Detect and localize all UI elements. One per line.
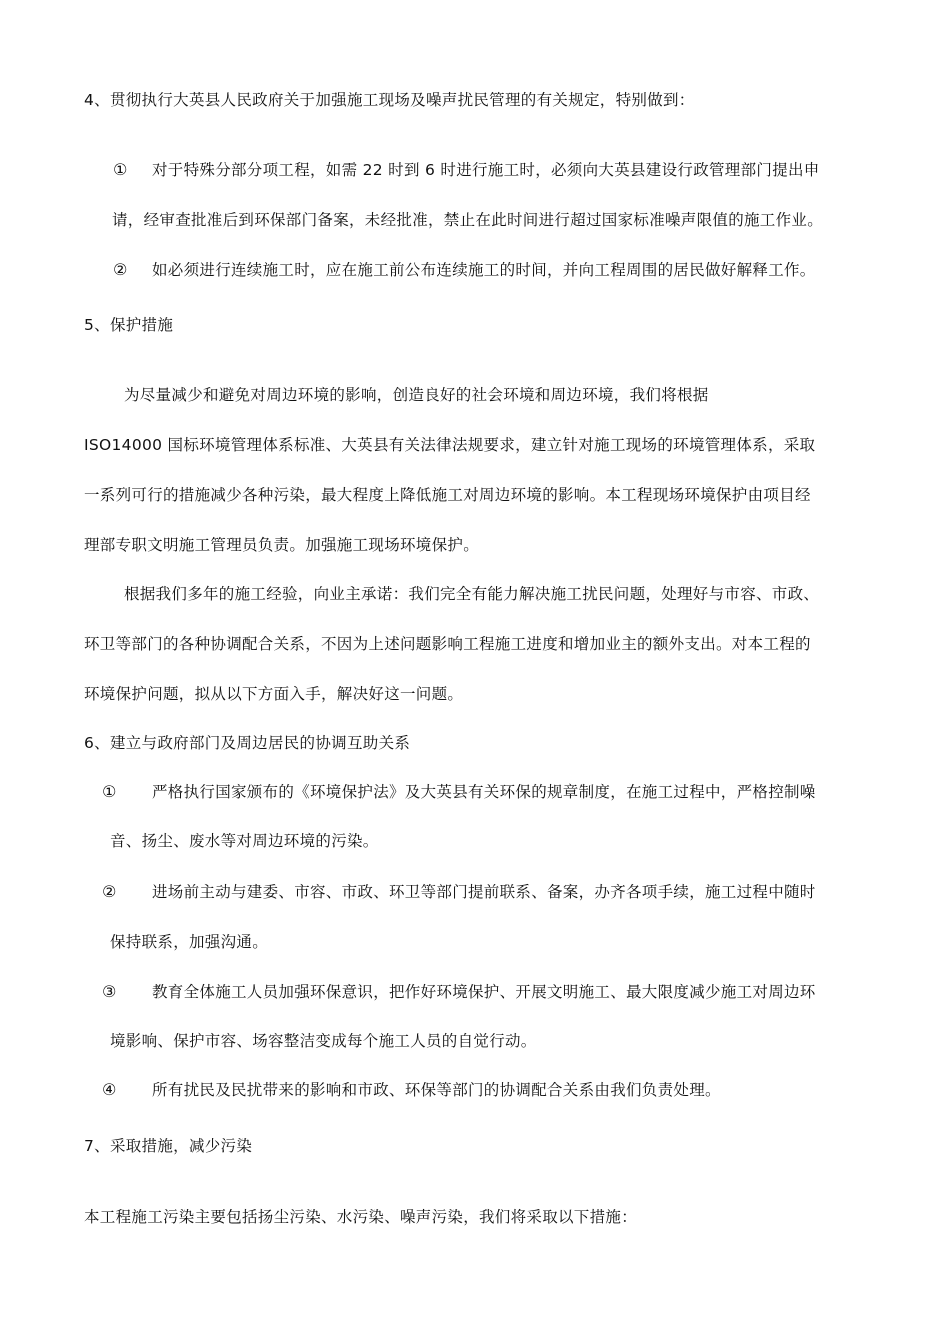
paragraph-line: 为尽量减少和避免对周边环境的影响，创造良好的社会环境和周边环境，我们将根据 — [124, 386, 709, 404]
item-marker: ② — [113, 260, 128, 279]
paragraph-line: 环卫等部门的各种协调配合关系，不因为上述问题影响工程施工进度和增加业主的额外支出。对本工程的 — [84, 635, 811, 653]
list-item-text: 严格执行国家颁布的《环境保护法》及大英县有关环保的规章制度，在施工过程中，严格控制噪 — [152, 783, 816, 801]
list-item-text: 保持联系，加强沟通。 — [110, 933, 269, 951]
paragraph-line: 环境保护问题，拟从以下方面入手，解决好这一问题。 — [84, 685, 464, 703]
section-7-heading: 7、采取措施，减少污染 — [84, 1137, 253, 1155]
section-4-heading: 4、贯彻执行大英县人民政府关于加强施工现场及噪声扰民管理的有关规定，特别做到： — [84, 91, 695, 109]
list-item-text: 所有扰民及民扰带来的影响和市政、环保等部门的协调配合关系由我们负责处理。 — [152, 1081, 721, 1099]
paragraph-line: 一系列可行的措施减少各种污染，最大程度上降低施工对周边环境的影响。本工程现场环境保护由项目经 — [84, 486, 811, 504]
section-5-heading: 5、保护措施 — [84, 316, 174, 334]
paragraph-line: ISO14000 国标环境管理体系标准、大英县有关法律法规要求，建立针对施工现场的环境管理体系，采取 — [84, 436, 816, 454]
list-item-text: 境影响、保护市容、场容整洁变成每个施工人员的自觉行动。 — [110, 1032, 537, 1050]
paragraph-line: 理部专职文明施工管理员负责。加强施工现场环境保护。 — [84, 536, 480, 554]
list-item-text: 音、扬尘、废水等对周边环境的污染。 — [110, 832, 379, 850]
list-item-text: 如必须进行连续施工时，应在施工前公布连续施工的时间，并向工程周围的居民做好解释工作。 — [152, 261, 816, 279]
section-6-heading: 6、建立与政府部门及周边居民的协调互助关系 — [84, 734, 411, 752]
paragraph-line: 根据我们多年的施工经验，向业主承诺：我们完全有能力解决施工扰民问题，处理好与市容、市政、 — [124, 585, 820, 603]
item-marker: ① — [113, 160, 128, 179]
item-marker: ④ — [102, 1080, 117, 1099]
item-marker: ③ — [102, 982, 117, 1001]
list-item-text: 进场前主动与建委、市容、市政、环卫等部门提前联系、备案，办齐各项手续，施工过程中随时 — [152, 883, 816, 901]
list-item-text: 教育全体施工人员加强环保意识，把作好环境保护、开展文明施工、最大限度减少施工对周边环 — [152, 983, 816, 1001]
item-marker: ② — [102, 882, 117, 901]
list-item-text: 对于特殊分部分项工程，如需 22 时到 6 时进行施工时，必须向大英县建设行政管理部门提出申 — [152, 161, 820, 179]
item-marker: ① — [102, 782, 117, 801]
paragraph-line: 本工程施工污染主要包括扬尘污染、水污染、噪声污染，我们将采取以下措施： — [84, 1208, 638, 1226]
list-item-text: 请，经审查批准后到环保部门备案，未经批准，禁止在此时间进行超过国家标准噪声限值的施工作业。 — [112, 211, 824, 229]
